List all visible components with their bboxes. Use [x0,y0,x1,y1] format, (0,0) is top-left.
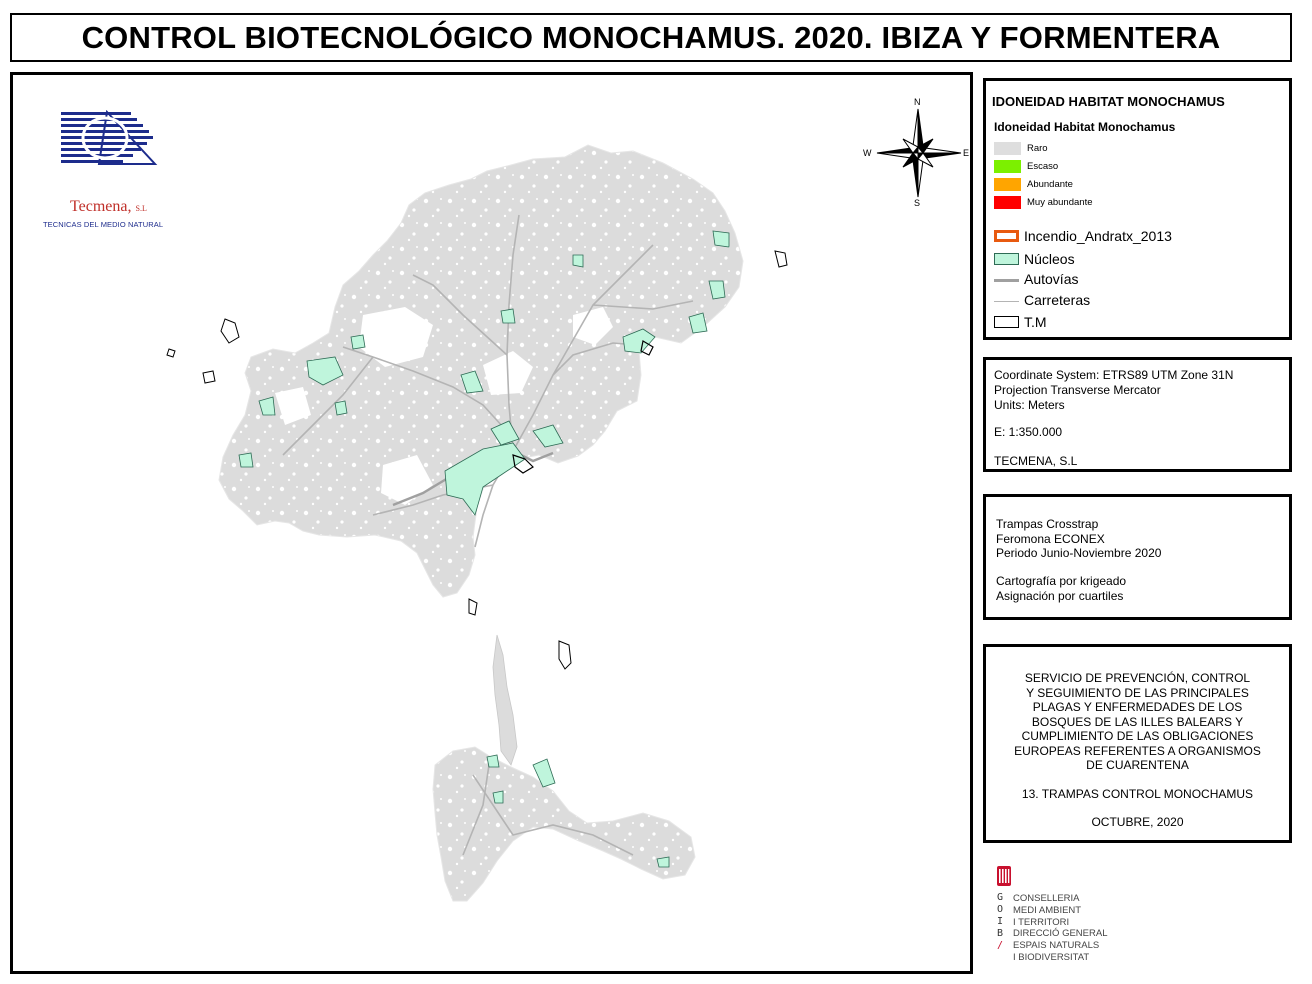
legend-label: Muy abundante [1027,197,1093,208]
coordinate-system: Coordinate System: ETRS89 UTM Zone 31N [994,368,1234,382]
legend-label: Raro [1027,143,1048,154]
service-line: PLAGAS Y ENFERMEDADES DE LOS [1032,700,1243,714]
tecmena-emblem-icon [59,110,159,168]
legend-title: IDONEIDAD HABITAT MONOCHAMUS [992,94,1225,109]
govern-emblem-icon [997,866,1011,886]
legend-label: Escaso [1027,161,1059,172]
method-notes [983,494,1292,620]
thick-gray-line-icon [994,279,1019,282]
compass-s: S [914,198,921,208]
swatch-escaso [994,160,1021,173]
islet [775,251,787,267]
logo-suffix: S.L [135,204,147,213]
note-line: Cartografía por krigeado [996,574,1127,588]
coordinate-info [983,357,1292,472]
logo-tagline: TECNICAS DEL MEDIO NATURAL [43,220,164,229]
note-line: Asignación por cuartiles [996,588,1124,603]
govern-line: CONSELLERIA [1013,893,1080,904]
legend-subtitle: Idoneidad Habitat Monochamus [994,120,1176,134]
service-info [983,644,1292,843]
black-outline-box-icon [994,316,1019,328]
map-title: CONTROL BIOTECNOLÓGICO MONOCHAMUS. 2020. IBIZA Y FORMENTERA [81,20,1221,55]
title-box [10,13,1292,62]
islet [167,349,175,357]
scale: E: 1:350.000 [994,425,1063,439]
note-line: Feromona ECONEX [996,531,1105,546]
islet [221,319,239,343]
service-line: BOSQUES DE LAS ILLES BALEARS Y [1031,714,1244,729]
logo-name: Tecmena, [70,198,132,215]
map-frame[interactable] [10,72,973,974]
service-map-title: 13. TRAMPAS CONTROL MONOCHAMUS [1021,786,1254,801]
legend-label: Incendio_Andratx_2013 [1024,228,1172,244]
legend-label: Abundante [1027,179,1073,190]
govern-line: I TERRITORI [1013,916,1070,928]
thin-gray-line-icon [994,301,1019,302]
swatch-raro [994,142,1021,155]
govern-letter: B [997,928,1004,939]
service-line: Y SEGUIMIENTO DE LAS PRINCIPALES [1026,685,1249,700]
govern-line: I BIODIVERSITAT [1013,951,1090,963]
island-formentera [433,747,695,901]
legend-label: Autovías [1024,271,1079,287]
legend-label: T.M [1024,314,1047,330]
service-line: CUMPLIMIENTO DE LAS OBLIGACIONES [1021,729,1254,743]
service-line: DE CUARENTENA [1086,758,1189,772]
govern-letter: O [997,904,1004,915]
island-ibiza [219,145,743,597]
islet [469,599,477,615]
govern-letter: G [997,892,1004,903]
govern-letter: I [997,916,1004,927]
author: TECMENA, S.L [994,454,1078,468]
orange-outline-box-icon [994,230,1019,242]
units: Units: Meters [994,398,1065,412]
service-date: OCTUBRE, 2020 [1091,815,1184,829]
govern-slash-icon: / [997,940,1004,951]
govern-line: ESPAIS NATURALS [1013,940,1100,952]
compass-w: W [863,148,872,158]
govern-line: MEDI AMBIENT [1013,904,1082,916]
service-line: SERVICIO DE PREVENCIÓN, CONTROL [1024,671,1251,685]
projection: Projection Transverse Mercator [994,383,1161,397]
island-espalmador [493,635,517,765]
islet [203,371,215,383]
mint-fill-box-icon [994,253,1019,265]
compass-rose-icon [863,97,973,209]
swatch-muy-abundante [994,196,1021,209]
compass-e: E [963,148,970,158]
islet [559,641,571,669]
legend-label: Carreteras [1024,292,1091,308]
service-line: EUROPEAS REFERENTES A ORGANISMOS [1014,743,1261,758]
note-line: Trampas Crosstrap [996,517,1099,531]
note-line: Periodo Junio-Noviembre 2020 [996,546,1162,560]
swatch-abundante [994,178,1021,191]
govern-line: DIRECCIÓ GENERAL [1013,928,1108,940]
compass-n: N [914,97,921,107]
north-arrow [863,97,973,209]
tecmena-logo [43,110,203,240]
govern-logo [996,866,1136,966]
legend-label: Núcleos [1024,251,1075,267]
legend [983,78,1292,340]
